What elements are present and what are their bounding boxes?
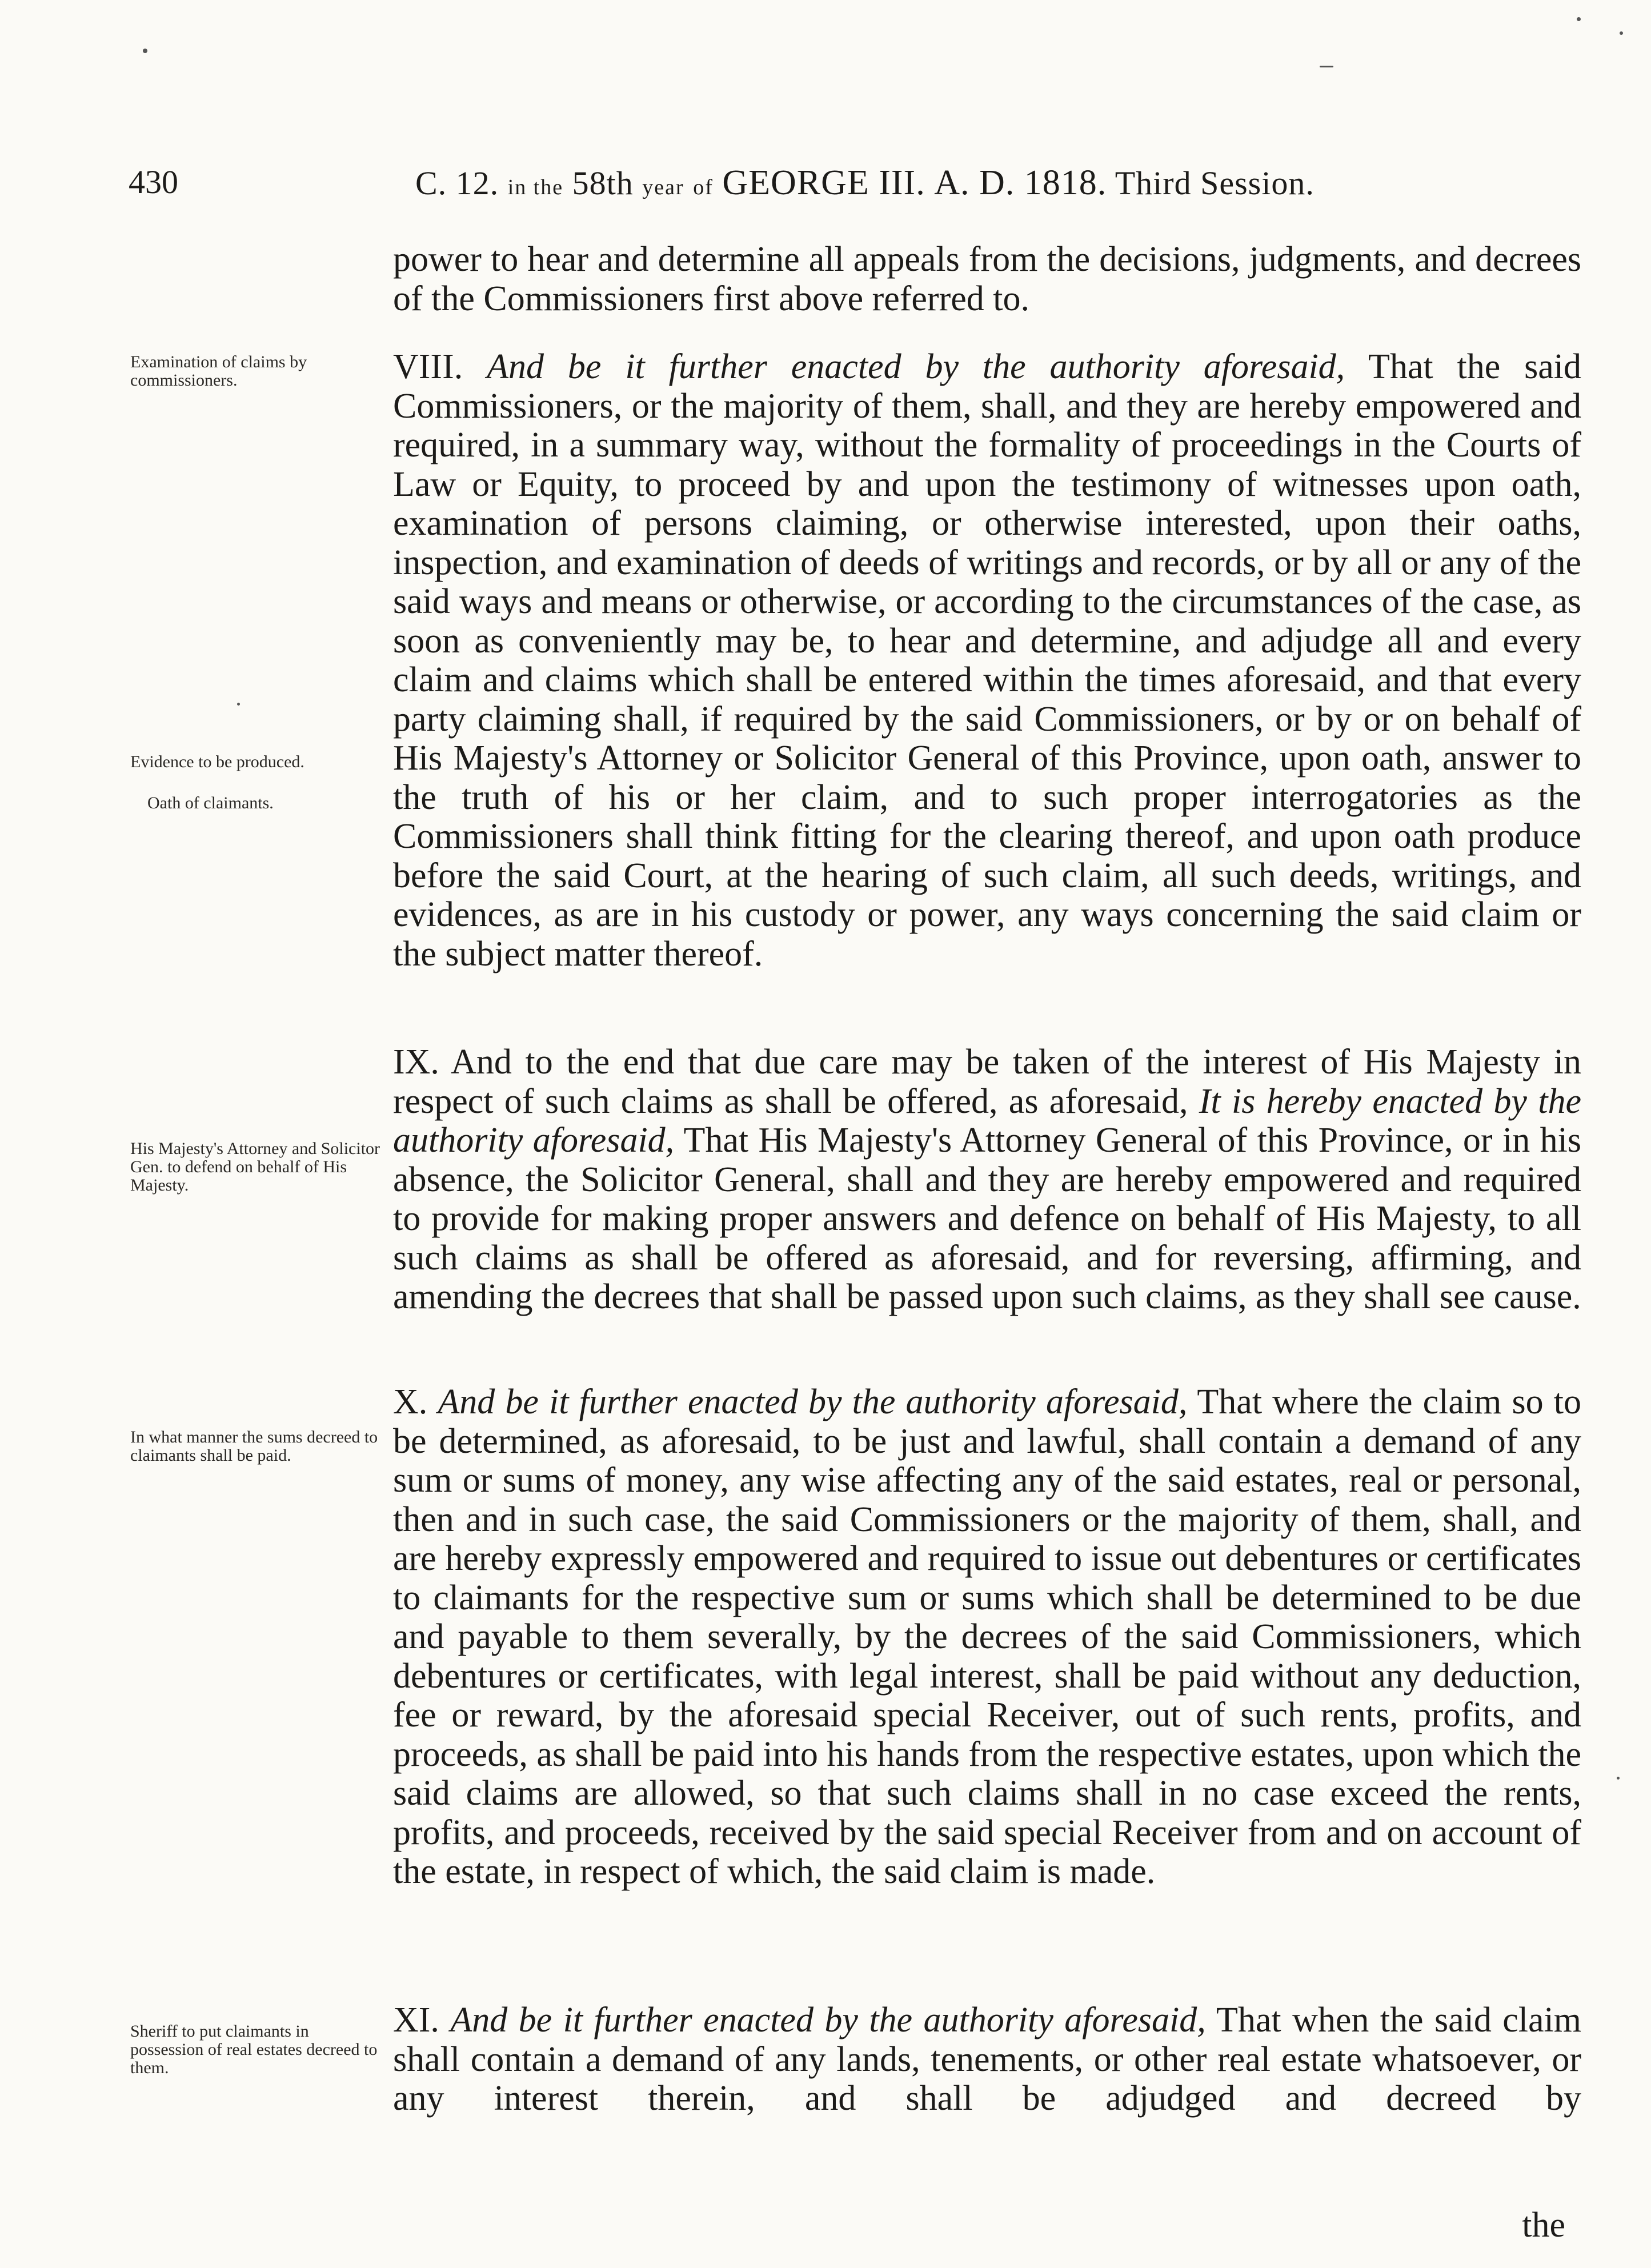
header-year-word: year	[642, 175, 684, 199]
scan-speck	[237, 703, 240, 706]
catchword: the	[1522, 2206, 1565, 2245]
section-viii-text	[393, 347, 1581, 973]
section-ix	[393, 1043, 1581, 1317]
margin-note-payment: In what manner the sums decreed to claimants shall be paid.	[130, 1428, 378, 1465]
section-ix-text	[393, 1043, 1581, 1317]
header-year: 58th	[572, 165, 634, 202]
margin-note-examination: Examination of claims by commissioners.	[130, 352, 307, 390]
section-ix-number: IX.	[393, 1043, 439, 1081]
scan-speck	[1620, 31, 1623, 35]
section-x-number: X.	[393, 1383, 428, 1421]
margin-note-sheriff: Sheriff to put claimants in possession of real estates decreed to them.	[130, 2022, 378, 2077]
section-x-body: That where the claim so to be determined, as aforesaid, to be just and lawful, shall contain a demand of any sum or sums of money, any wise affecting any of the said estates, real or personal, then and in such case, the said Commissioners or the majority of them, shall, and are hereby expressly empowered and required to issue out debentures or certificates to claimants for the respective sum or sums which shall be determined to be due and payable to them severally, by the decrees of the said Commissioners, which debentures or certificates, with legal interest, shall be paid without any deduction, fee or reward, by the aforesaid special Receiver, out of such rents, profits, and proceeds, as shall be paid into his hands from the respective estates, upon which the said claims are allowed, so that such claims shall in no case exceed the rents, profits, and proceeds, received by the said special Receiver from and on account of the estate, in respect of which, the said claim is made.	[393, 1383, 1582, 1891]
header-king: GEORGE III.	[722, 163, 925, 202]
section-viii-body: That the said Commissioners, or the majority of them, shall, and they are hereby empowered and required, in a summary way, without the formality of proceedings in the Courts of Law or Equity, to proceed by and upon the testimony of witnesses upon oath, examination of persons claiming, or otherwise interested, upon their oaths, inspection, and examination of deeds of writings and records, or by all or any of the said ways and means or otherwise, or according to the circumstances of the case, as soon as conveniently may be, to hear and determine, and adjudge all and every claim and claims which shall be entered within the times aforesaid, and that every party claiming shall, if required by the said Commissioners, or by or on behalf of His Majesty's Attorney or Solicitor General of this Province, upon oath, answer to the truth of his or her claim, and to such proper interrogatories as the Commissioners shall think fitting for the clearing thereof, and upon oath produce before the said Court, at the hearing of such claim, all such deeds, writings, and evidences, as are in his custody or power, any ways concerning the said claim or the subject matter thereof.	[393, 347, 1582, 973]
margin-note-evidence: Evidence to be produced.	[130, 752, 304, 771]
chapter-number: C. 12.	[415, 165, 499, 202]
section-xi-number: XI.	[393, 2001, 439, 2039]
scan-speck	[143, 49, 147, 53]
header-session: Third Session.	[1115, 165, 1315, 202]
section-viii-enacting-clause: And be it further enacted by the authority aforesaid,	[487, 347, 1345, 386]
section-xi	[393, 2001, 1581, 2118]
section-ix-enacting-clause: It is hereby enacted by the authority aforesaid,	[393, 1081, 1581, 1160]
section-x-enacting-clause: And be it further enacted by the authority aforesaid,	[438, 1383, 1188, 1421]
header-of: of	[693, 175, 714, 199]
section-xi-body: That when the said claim shall contain a demand of any lands, tenements, or other real estate whatsoever, or any interest therein, and shall be adjudged and decreed by	[393, 2001, 1582, 2118]
section-x	[393, 1383, 1581, 1892]
margin-note-oath: Oath of claimants.	[147, 794, 274, 812]
running-header	[129, 163, 1571, 203]
intro-paragraph	[393, 240, 1581, 318]
section-xi-enacting-clause: And be it further enacted by the authority aforesaid,	[450, 2001, 1206, 2039]
header-in-the: in the	[507, 175, 564, 199]
scan-speck	[1617, 1777, 1620, 1780]
section-viii-number: VIII.	[393, 347, 463, 386]
page-number: 430	[129, 163, 178, 201]
header-date: A. D. 1818.	[934, 163, 1107, 202]
scan-speck	[1577, 17, 1581, 21]
section-ix-body-end: That His Majesty's Attorney General of this Province, or in his absence, the Solicitor General, shall and they are hereby empowered and required to provide for making proper answers and defence on behalf of His Majesty, to all such claims as shall be offered as aforesaid, and for reversing, affirming, and amending the decrees that shall be passed upon such claims, as they shall see cause.	[393, 1121, 1581, 1316]
section-viii	[393, 347, 1581, 973]
running-title	[415, 163, 1315, 203]
section-x-text	[393, 1383, 1581, 1892]
margin-note-attorney: His Majesty's Attorney and Solicitor Gen. to defend on behalf of His Majesty.	[130, 1139, 380, 1195]
section-xi-text	[393, 2001, 1581, 2118]
intro-text: power to hear and determine all appeals from the decisions, judgments, and decrees of the Commissioners first above referred to.	[393, 240, 1581, 318]
section-ix-body-start: And to the end that due care may be taken of the interest of His Majesty in respect of such claims as shall be offered, as aforesaid,	[393, 1043, 1581, 1121]
scan-speck	[1320, 66, 1333, 67]
